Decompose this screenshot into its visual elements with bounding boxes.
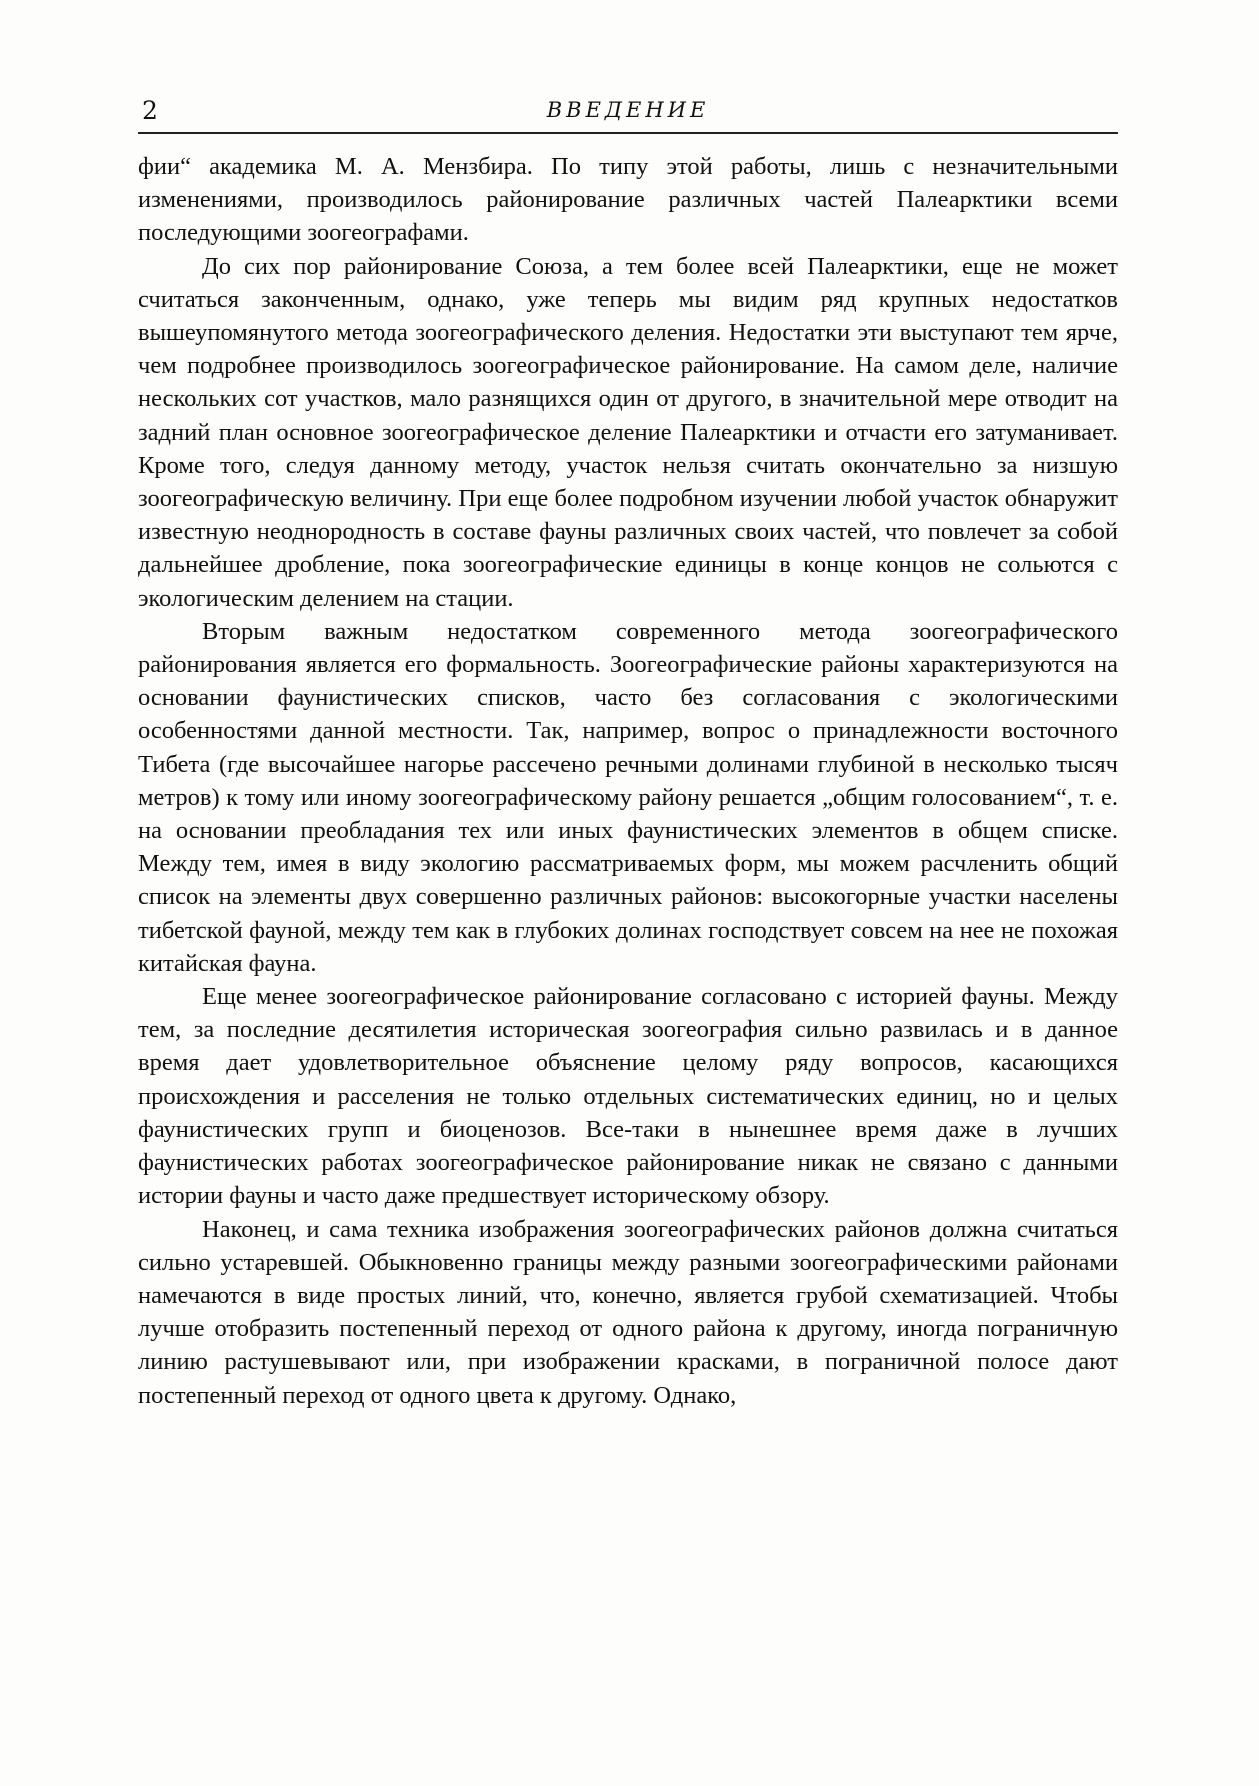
paragraph-1: фии“ академика М. А. Мензбира. По типу этой работы, лишь с незначительными изменениями, производилось районирование различных частей Палеарктики всеми последующими зоогеографами. (138, 153, 1118, 247)
section-title: ВВЕДЕНИЕ (546, 98, 710, 122)
running-head (138, 92, 1118, 134)
paragraph-3: Вторым важным недостатком современного метода зоогеографического районирования является его формальность. Зоогеографические районы характеризуются на основании фаунистических списков, часто без согласования с экологическими особенностями данной местности. Так, например, вопрос о принадлежности восточного Тибета (где высочайшее нагорье рассечено речными долинами глубиной в несколько тысяч метров) к тому или иному зоогеографическому району решается „общим голосованием“, т. е. на основании преобладания тех или иных фаунистических элементов в общем списке. Между тем, имея в виду экологию рассматриваемых форм, мы можем расчленить общий список на элементы двух совершенно различных районов: высокогорные участки населены тибетской фауной, между тем как в глубоких долинах господствует совсем на нее не похожая китайская фауна. (138, 617, 1118, 977)
body-text (138, 150, 1118, 1412)
page-number: 2 (142, 96, 158, 125)
paragraph-4: Еще менее зоогеографическое районирование согласовано с историей фауны. Между тем, за последние десятилетия историческая зоогеография сильно развилась и в данное время дает удовлетворительное объяснение целому ряду вопросов, касающихся происхождения и расселения не только отдельных систематических единиц, но и целых фаунистических групп и биоценозов. Все-таки в нынешнее время даже в лучших фаунистических работах зоогеографическое районирование никак не связано с данными истории фауны и часто даже предшествует историческому обзору. (138, 983, 1118, 1210)
paragraph-2: До сих пор районирование Союза, а тем более всей Палеарктики, еще не может считаться законченным, однако, уже теперь мы видим ряд крупных недостатков вышеупомянутого метода зоогеографического деления. Недостатки эти выступают тем ярче, чем подробнее производилось зоогеографическое районирование. На самом деле, наличие нескольких сот участков, мало разнящихся один от другого, в значительной мере отводит на задний план основное зоогеографическое деление Палеарктики и отчасти его затуманивает. Кроме того, следуя данному методу, участок нельзя считать окончательно за низшую зоогеографическую величину. При еще более подробном изучении любой участок обнаружит известную неоднородность в составе фауны различных своих частей, что повлечет за собой дальнейшее дробление, пока зоогеографические единицы в конце концов не сольются с экологическим делением на стации. (138, 252, 1118, 612)
paragraph-5: Наконец, и сама техника изображения зоогеографических районов должна считаться сильно устаревшей. Обыкновенно границы между разными зоогеографическими районами намечаются в виде простых линий, что, конечно, является грубой схематизацией. Чтобы лучше отобразить постепенный переход от одного района к другому, иногда пограничную линию растушевывают или, при изображении красками, в пограничной полосе дают постепенный переход от одного цвета к другому. Однако, (138, 1215, 1118, 1409)
